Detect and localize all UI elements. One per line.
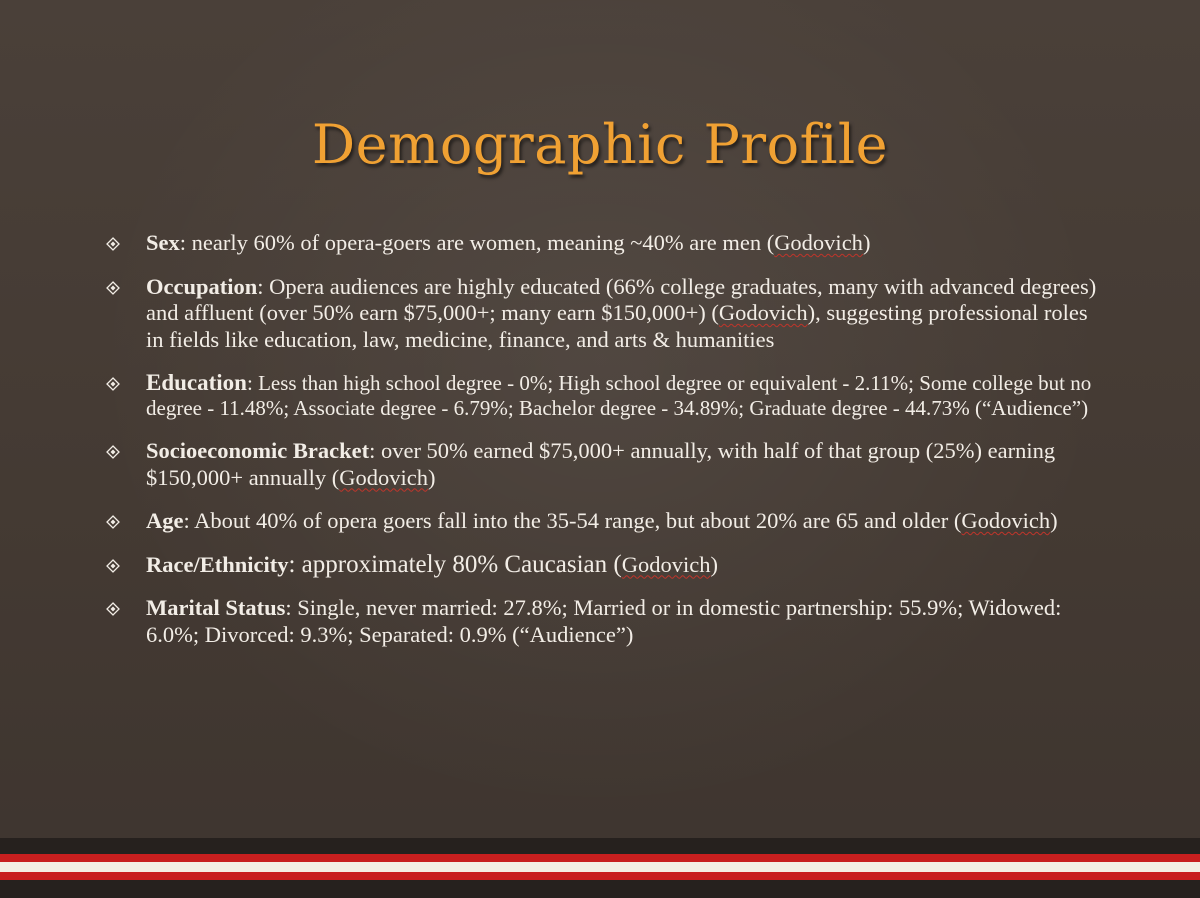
bullet-text: : About 40% of opera goers fall into the 35-54 range, but about 20% are 65 and older ( — [183, 508, 962, 533]
diamond-bullet-icon — [106, 281, 120, 295]
bullet-text-end: ) — [710, 551, 718, 577]
bullet-text-end: ), suggesting professional roles in fields like education, law, medicine, finance, and arts & humanities — [146, 300, 1088, 352]
slide-title: Demographic Profile — [311, 113, 889, 176]
citation-link: Godovich — [621, 551, 711, 577]
bullet-text: : Opera audiences are highly educated (66% college graduates, many with advanced degrees) and affluent (over 50% earn $75,000+; many earn $150,000+) ( — [146, 273, 1097, 325]
diamond-bullet-icon — [106, 237, 120, 251]
footer-stripe-dark — [0, 838, 1200, 854]
diamond-bullet-icon — [106, 445, 120, 459]
bullet-label: Age — [146, 508, 184, 533]
bullet-item-education — [106, 370, 1106, 421]
footer-stripe-red — [0, 854, 1200, 862]
bullet-item-race-ethnicity — [106, 552, 1106, 579]
bullet-text: : Single, never married: 27.8%; Married or in domestic partnership: 55.9%; Widowed: 6.0%; Divorced: 9.3%; Separated: 0.9% (“Audience”) — [146, 595, 1062, 647]
bullet-text-end: ) — [1050, 508, 1058, 533]
diamond-bullet-icon — [106, 515, 120, 529]
bullet-text-end: ) — [862, 230, 871, 255]
citation-link: Godovich — [961, 508, 1051, 533]
bullet-label: Race/Ethnicity — [146, 551, 289, 577]
bullet-label: Socioeconomic Bracket — [146, 438, 370, 463]
bullet-item-occupation — [106, 274, 1106, 354]
diamond-bullet-icon — [106, 559, 120, 573]
bullet-item-marital-status — [106, 595, 1106, 648]
citation-link: Godovich — [718, 300, 808, 325]
bullet-list — [106, 230, 1106, 665]
bullet-text: : nearly 60% of opera-goers are women, meaning ~40% are men ( — [179, 230, 775, 255]
footer-stripe-cream — [0, 862, 1200, 872]
diamond-bullet-icon — [106, 602, 120, 616]
bullet-item-age — [106, 508, 1106, 535]
bullet-label: Education — [146, 370, 247, 395]
bullet-text: : over 50% earned $75,000+ annually, with half of that group (25%) earning $150,000+ annually ( — [146, 438, 1056, 490]
citation-link: Godovich — [774, 230, 863, 255]
bullet-text: : approximately 80% Caucasian ( — [288, 550, 622, 578]
citation-link: Godovich — [339, 464, 429, 490]
footer-stripe-red — [0, 872, 1200, 880]
bullet-item-socioeconomic — [106, 438, 1106, 491]
bullet-label: Marital Status — [146, 595, 286, 620]
bullet-label: Occupation — [146, 273, 258, 299]
bullet-label: Sex — [146, 230, 180, 255]
diamond-bullet-icon — [106, 377, 120, 391]
footer-stripes — [0, 838, 1200, 898]
footer-stripe-dark — [0, 880, 1200, 898]
bullet-item-sex — [106, 230, 1106, 257]
bullet-text: : Less than high school degree - 0%; High school degree or equivalent - 2.11%; Some college but no degree - 11.48%; Associate degree - 6.79%; Bachelor degree - 34.89%; Graduate degree - 44.73% (“Audience”) — [146, 371, 1092, 420]
bullet-text-end: ) — [428, 464, 436, 490]
